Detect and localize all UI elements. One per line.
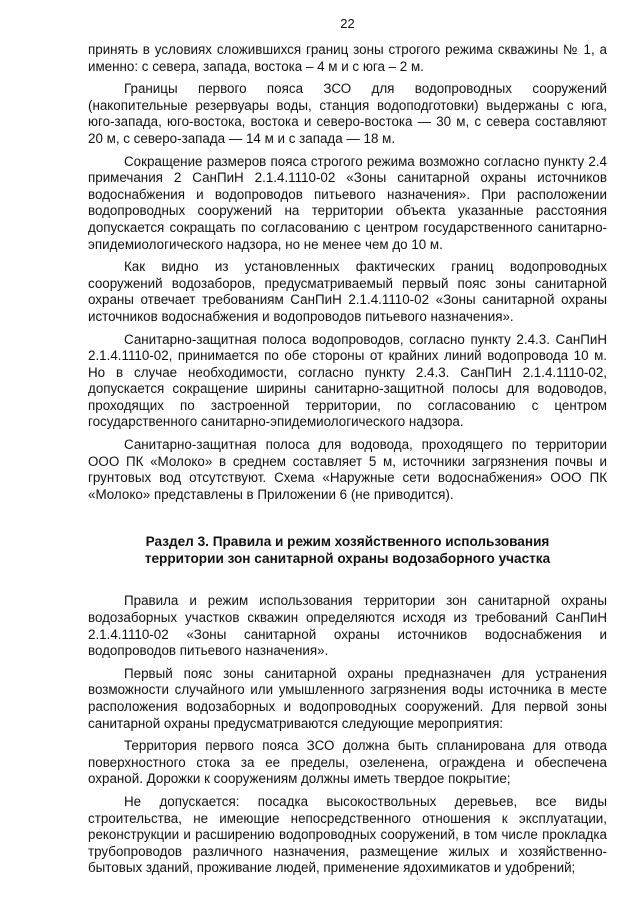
paragraph-prohibitions: Не допускается: посадка высокоствольных деревьев, все виды строительства, не имеющие непосредственного отношения к эксплуатации, реконструкции и расширению водопроводных сооружений, в том числе прокладка трубопроводов различного назначения, размещение жилых и хозяйственно-бытовых зданий, проживание людей, применение ядохимикатов и удобрений; [88, 793, 607, 876]
paragraph-continuation: принять в условиях сложившихся границ зоны строгого режима скважины № 1, а именно: с севера, запада, востока – 4 м и с юга – 2 м. [88, 42, 607, 74]
paragraph-strict-zone-reduction: Сокращение размеров пояса строгого режима возможно согласно пункту 2.4 примечания 2 СанПиН 2.1.4.1110-02 «Зоны санитарной охраны источников водоснабжения и водопроводов питьевого назначения». При расположении водопроводных сооружений на территории объекта указанные расстояния допускается сокращать по согласованию с центром государственного санитарно-эпидемиологического надзора, но не менее чем до 10 м. [88, 153, 607, 252]
section-heading [88, 533, 607, 567]
paragraph-rules-regime: Правила и режим использования территории зон санитарной охраны водозаборных участков скважин определяются исходя из требований СанПиН 2.1.4.1110-02 «Зоны санитарной охраны источников водоснабжения и водопроводов питьевого назначения». [88, 593, 607, 659]
paragraph-first-belt-purpose: Первый пояс зоны санитарной охраны предназначен для устранения возможности случайного или умышленного загрязнения воды источника в месте расположения водозаборных и водопроводных сооружений. Для первой зоны санитарной охраны предусматриваются следующие мероприятия: [88, 665, 607, 731]
section-heading-line-1: Раздел 3. Правила и режим хозяйственного использования [145, 534, 550, 550]
paragraph-zso-boundaries: Границы первого пояса ЗСО для водопроводных сооружений (накопительные резервуары воды, станция водоподготовки) выдержаны с юга, юго-запада, юго-востока, востока и северо-востока — 30 м, с севера составляют 20 м, с северо-запада — 14 м и с запада — 18 м. [88, 81, 607, 146]
paragraph-territory-planning: Территория первого пояса ЗСО должна быть спланирована для отвода поверхностного стока за ее пределы, озеленена, ограждена и обеспечена охраной. Дорожки к сооружениям должны иметь твердое покрытие; [88, 738, 607, 787]
page-number: 22 [340, 16, 355, 31]
paragraph-first-belt-compliance: Как видно из установленных фактических границ водопроводных сооружений водозаборов, предусматриваемый первый пояс зоны санитарной охраны отвечает требованиям СанПиН 2.1.4.1110-02 «Зоны санитарной охраны источников водоснабжения и водопроводов питьевого назначения». [88, 259, 607, 324]
paragraph-moloko-strip: Санитарно-защитная полоса для водовода, проходящего по территории ООО ПК «Молоко» в среднем составляет 5 м, источники загрязнения почвы и грунтовых вод отсутствуют. Схема «Наружные сети водоснабжения» ООО ПК «Молоко» представлены в Приложении 6 (не приводится). [88, 437, 607, 502]
paragraph-sanitary-strip: Санитарно-защитная полоса водопроводов, согласно пункту 2.4.3. СанПиН 2.1.4.1110-02, принимается по обе стороны от крайних линий водопровода 10 м. Но в случае необходимости, согласно пункту 2.4.3. СанПиН 2.1.4.1110-02, допускается сокращение ширины санитарно-защитной полосы для водоводов, проходящих по застроенной территории, по согласованию с центром государственного санитарно-эпидемиологического надзора. [88, 331, 607, 430]
section-heading-line-2: территории зон санитарной охраны водозаборного участка [144, 551, 551, 567]
